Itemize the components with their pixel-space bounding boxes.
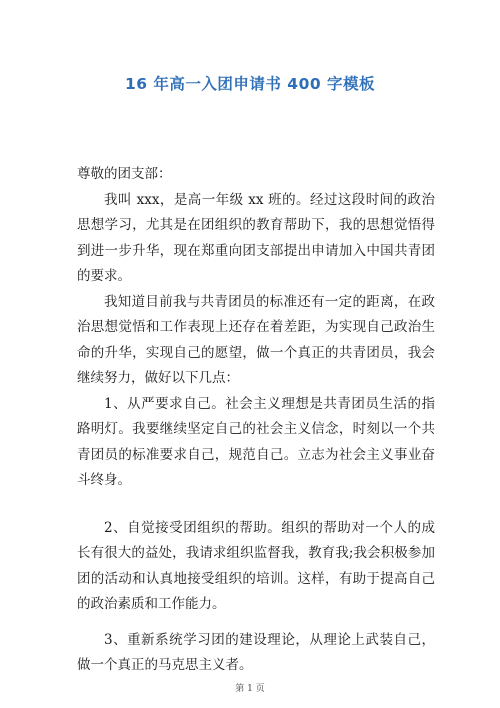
paragraph-point-1: 1、从严要求自己。社会主义理想是共青团员生活的指路明灯。我要继续坚定自己的社会主义信念，时刻以一个共青团员的标准要求自己，规范自己。立志为社会主义事业奋斗终身。 [77,395,435,488]
paragraph-introduction: 我叫 xxx，是高一年级 xx 班的。经过这段时间的政治思想学习，尤其是在团组织的教育帮助下，我的思想觉悟得到进一步升华，现在郑重向团支部提出申请加入中国共青团的要求。 [77,191,435,284]
document-body [77,162,435,679]
paragraph-point-2: 2、自觉接受团组织的帮助。组织的帮助对一个人的成长有很大的益处，我请求组织监督我，教育我;我会积极参加团的活动和认真地接受组织的培训。这样，有助于提高自己的政治素质和工作能力。 [77,519,435,612]
salutation: 尊敬的团支部： [77,166,172,182]
paragraph-point-3: 3、重新系统学习团的建设理论，从理论上武装自己，做一个真正的马克思主义者。 [77,631,435,673]
document-title: 16 年高一入团申请书 400 字模板 [124,75,376,93]
paragraph-self-assessment: 我知道目前我与共青团员的标准还有一定的距离，在政治思想觉悟和工作表现上还存在着差距，为实现自己政治生命的升华，实现自己的愿望，做一个真正的共青团员，我会继续努力，做好以下几点： [77,293,435,386]
page-number: 第 1 页 [235,684,265,694]
